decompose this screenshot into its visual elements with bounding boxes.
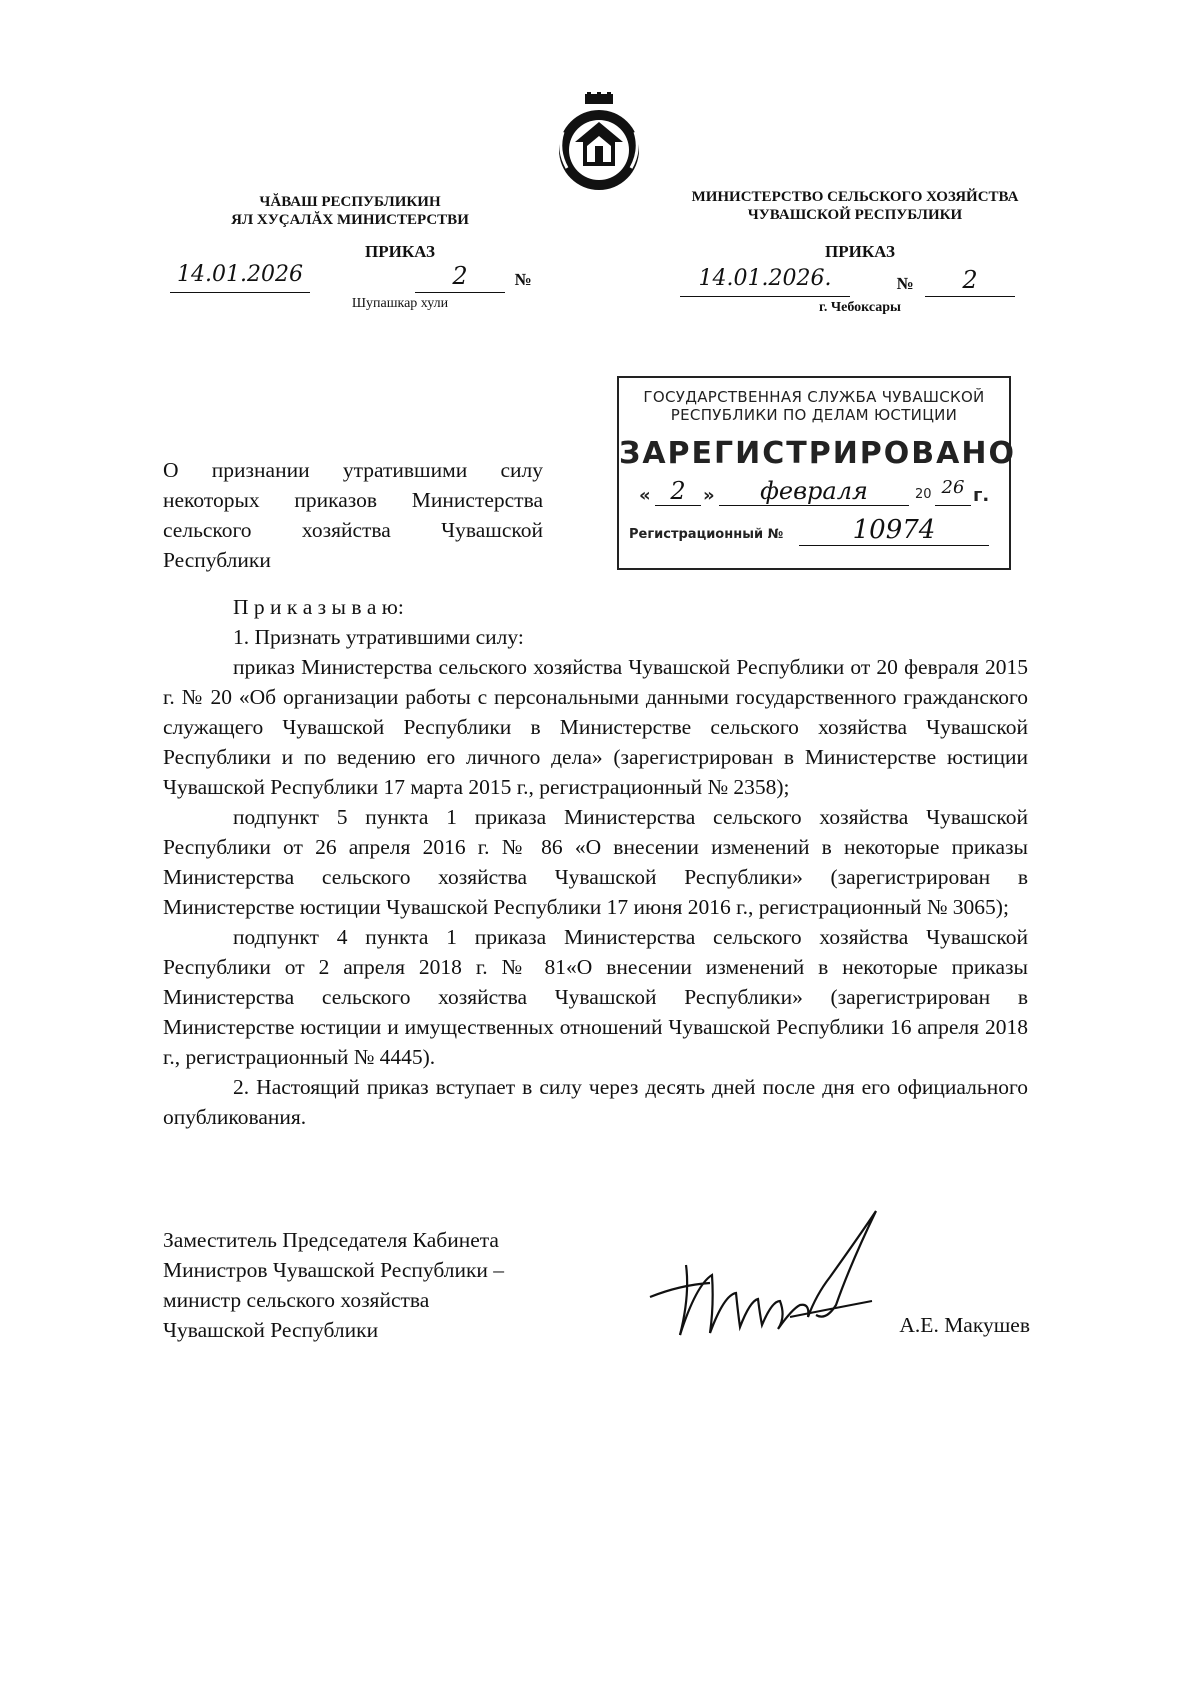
body-item1: 1. Признать утратившими силу: — [233, 625, 524, 649]
right-number: 2 — [925, 266, 1015, 297]
body-para1: приказ Министерства сельского хозяйства Чувашской Республики от 20 февраля 2015 г. № 20 «Об организации работы с персональными данными государственного гражданского служащего Чувашской Республики в Министерстве сельского хозяйства Чувашской Республики и по ведению его личного дела» (зарегистрирован в Министерстве юстиции Чувашской Республики 17 марта 2015 г., регистрационный № 2358); — [163, 655, 1028, 799]
stamp-quote-open: « — [639, 485, 651, 506]
stamp-year-end: г. — [973, 485, 990, 506]
body-item2: 2. Настоящий приказ вступает в силу через десять дней после дня его официального опубликования. — [163, 1075, 1028, 1129]
stamp-reg-row — [619, 515, 1009, 549]
signatory-line4: Чувашской Республики — [163, 1318, 379, 1342]
right-city: г. Чебоксары — [819, 300, 901, 315]
right-org-line1: МИНИСТЕРСТВО СЕЛЬСКОГО ХОЗЯЙСТВА — [691, 189, 1019, 205]
stamp-month: февраля — [719, 477, 909, 506]
body-para2: подпункт 5 пункта 1 приказа Министерства сельского хозяйства Чувашской Республики от 26 апреля 2016 г. № 86 «О внесении изменений в некоторые приказы Министерства сельского хозяйства Чувашской Республики» (зарегистрирован в Министерстве юстиции Чувашской Республики 17 июня 2016 г., регистрационный № 3065); — [163, 805, 1028, 919]
left-org-line2: ЯЛ ХУÇАЛĂХ МИНИСТЕРСТВИ — [231, 212, 469, 228]
document-subject — [163, 455, 543, 575]
stamp-quote-close: » — [703, 485, 715, 506]
subject-line4: Республики — [163, 548, 271, 572]
signatory-title — [163, 1225, 583, 1345]
right-date: 14.01.2026. — [680, 266, 850, 297]
left-date: 14.01.2026 — [170, 262, 310, 293]
right-org-name — [660, 188, 1050, 224]
left-org-name — [200, 193, 500, 229]
subject-line2: некоторых приказов Министерства — [163, 488, 543, 512]
stamp-reg-number: 10974 — [799, 515, 989, 546]
body-intro: П р и к а з ы в а ю: — [233, 595, 404, 619]
right-number-sign: № — [896, 274, 914, 293]
stamp-registered: ЗАРЕГИСТРИРОВАНО — [619, 436, 1016, 471]
stamp-year-suffix: 26 — [935, 477, 971, 506]
signatory-line2: Министров Чувашской Республики – — [163, 1258, 505, 1282]
document-body — [163, 592, 1028, 1132]
left-org-line1: ЧĂВАШ РЕСПУБЛИКИН — [259, 194, 441, 210]
signatory-name: А.Е. Макушев — [899, 1313, 1030, 1337]
stamp-org-line2: РЕСПУБЛИКИ ПО ДЕЛАМ ЮСТИЦИИ — [670, 406, 958, 424]
stamp-day: 2 — [655, 477, 701, 506]
right-doc-type: ПРИКАЗ — [825, 242, 895, 261]
subject-line3: сельского хозяйства Чувашской — [163, 518, 543, 542]
handwritten-signature-icon — [640, 1205, 880, 1355]
signatory-line1: Заместитель Председателя Кабинета — [163, 1228, 499, 1252]
left-number-sign: № — [514, 270, 532, 289]
subject-line1: О признании утратившими силу — [163, 458, 543, 482]
stamp-org-line1: ГОСУДАРСТВЕННАЯ СЛУЖБА ЧУВАШСКОЙ — [643, 388, 985, 406]
stamp-reg-label: Регистрационный № — [629, 527, 784, 542]
stamp-year-prefix: 20 — [915, 487, 932, 502]
left-number: 2 — [415, 262, 505, 293]
signatory-line3: министр сельского хозяйства — [163, 1288, 430, 1312]
body-para3: подпункт 4 пункта 1 приказа Министерства сельского хозяйства Чувашской Республики от 2 апреля 2018 г. № 81«О внесении изменений в некоторые приказы Министерства сельского хозяйства Чувашской Республики» (зарегистрирован в Министерстве юстиции и имущественных отношений Чувашской Республики 16 апреля 2018 г., регистрационный № 4445). — [163, 925, 1028, 1069]
right-org-line2: ЧУВАШСКОЙ РЕСПУБЛИКИ — [747, 207, 963, 223]
left-doc-type: ПРИКАЗ — [365, 242, 435, 261]
chuvash-emblem-icon — [553, 92, 645, 192]
registration-stamp — [617, 376, 1016, 570]
stamp-date-row — [619, 477, 1009, 511]
left-city: Шупашкар хули — [351, 296, 449, 311]
